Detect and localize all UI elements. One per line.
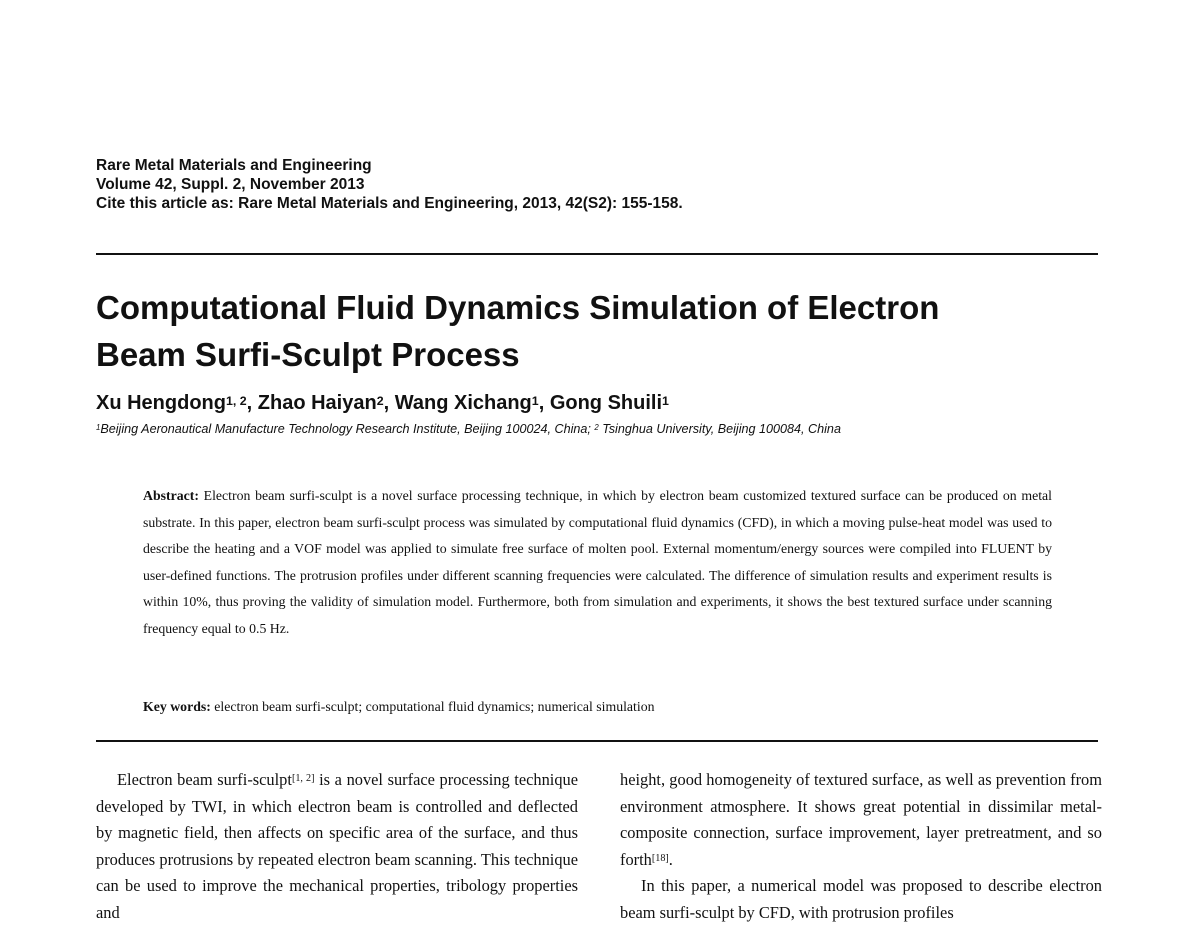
author-name: Gong Shuili — [549, 392, 663, 414]
body-text: Electron beam surfi-sculpt — [117, 770, 292, 789]
body-text: is a novel surface processing technique developed by TWI, in which electron beam is controlled and deflected by magnetic field, then affects on specific area of the surface, and thus produces protrusions by repeated electron beam scanning. This technique can be used to improve the mechanical properties, tribology properties and — [96, 770, 578, 922]
citation-ref: [18] — [651, 852, 669, 864]
author-affiliation-mark: 1, 2 — [225, 393, 247, 408]
section-rule — [96, 740, 1098, 742]
affiliation-text: Beijing Aeronautical Manufacture Technology Research Institute, Beijing 100024, China; — [100, 422, 591, 436]
body-paragraph — [620, 767, 1102, 873]
paper-title-line-1: Computational Fluid Dynamics Simulation of Electron — [96, 289, 940, 326]
author-name: Xu Hengdong — [96, 392, 226, 414]
keywords — [143, 696, 1052, 718]
author-affiliation-mark: 1 — [531, 393, 539, 408]
affiliation-text: Tsinghua University, Beijing 100084, China — [602, 422, 841, 436]
body-paragraph — [96, 767, 578, 926]
journal-volume: Volume 42, Suppl. 2, November 2013 — [96, 176, 365, 193]
affiliation-mark: 1 — [96, 423, 101, 433]
author-list: Xu Hengdong$^{1, 2}$, Zhao Haiyan$^2$, Wang Xichang$^1$, Gong Shuili$^1$ — [96, 392, 669, 414]
affiliation-list — [96, 420, 1106, 438]
keywords-text: electron beam surfi-sculpt; computational fluid dynamics; numerical simulation — [214, 699, 655, 714]
body-column-right — [620, 767, 1102, 926]
author-name: Zhao Haiyan — [257, 392, 377, 414]
paper-title-line-2: Beam Surfi-Sculpt Process — [96, 336, 520, 373]
author-affiliation-mark: 2 — [376, 393, 384, 408]
abstract — [143, 483, 1052, 643]
body-text: . — [668, 849, 673, 869]
keywords-label: Key words: — [143, 699, 211, 714]
journal-header — [96, 156, 1096, 213]
body-text: height, good homogeneity of textured surface, as well as prevention from environment atmosphere. It shows great potential in dissimilar metal-composite connection, surface improvement, layer pretreatment, and so forth — [620, 770, 1102, 869]
author-affiliation-mark: 1 — [662, 393, 669, 408]
abstract-label: Abstract: — [143, 488, 199, 503]
abstract-text: Electron beam surfi-sculpt is a novel surface processing technique, in which by electron beam customized textured surface can be produced on metal substrate. In this paper, electron beam surfi-sculpt process was simulated by computational fluid dynamics (CFD), in which a moving pulse-heat model was used to describe the heating and a VOF model was applied to simulate free surface of molten pool. External momentum/energy sources were compiled into FLUENT by user-defined functions. The protrusion profiles under different scanning frequencies were calculated. The difference of simulation results and experiment results is within 10%, thus proving the validity of simulation model. Furthermore, both from simulation and experiments, it shows the best textured surface under scanning frequency equal to 0.5 Hz. — [143, 488, 1052, 636]
header-rule — [96, 253, 1098, 255]
journal-citation: Cite this article as: Rare Metal Materials and Engineering, 2013, 42(S2): 155-158. — [96, 195, 683, 212]
journal-name: Rare Metal Materials and Engineering — [96, 157, 372, 174]
author-name: Wang Xichang — [394, 392, 532, 414]
body-paragraph: In this paper, a numerical model was proposed to describe electron beam surfi-sculpt by CFD, with protrusion profiles — [620, 876, 1102, 922]
affiliation-mark: 2 — [594, 423, 599, 433]
paper-title — [96, 284, 1106, 378]
citation-ref: [1, 2] — [291, 773, 315, 785]
body-column-left — [96, 767, 578, 926]
